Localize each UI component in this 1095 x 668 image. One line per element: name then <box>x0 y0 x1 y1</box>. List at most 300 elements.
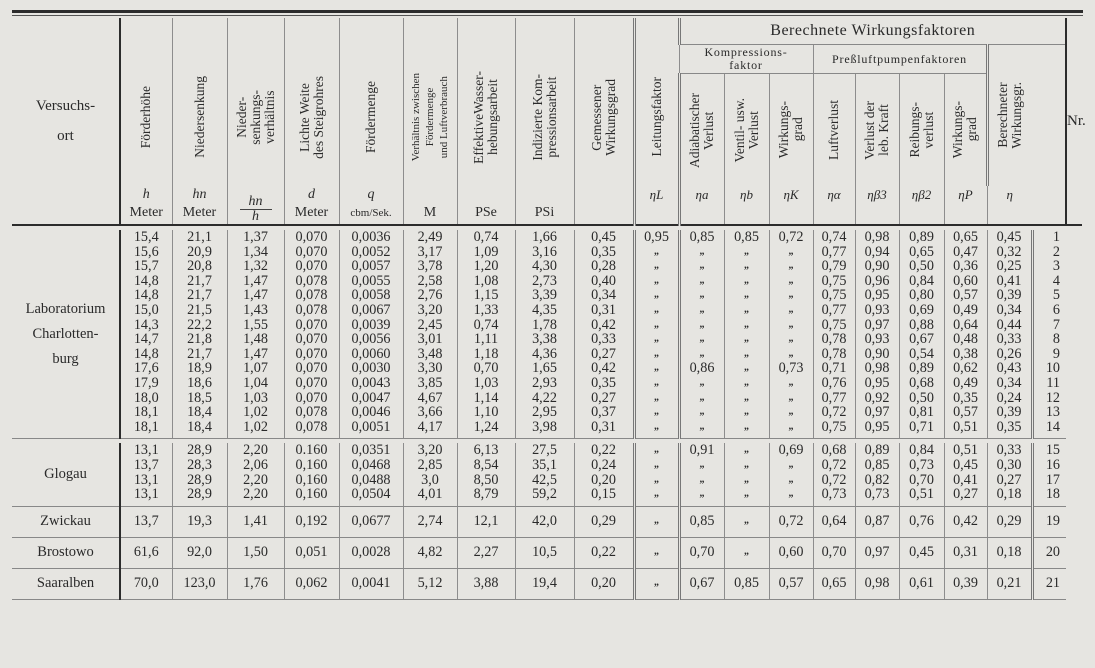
table-row <box>12 420 1082 435</box>
table-row <box>12 405 1082 420</box>
cell-col-11: „ <box>679 318 724 333</box>
cell-col-17: 0,49 <box>944 303 987 318</box>
cell-col-16: 0,71 <box>899 420 944 435</box>
cell-col-11: „ <box>679 259 724 274</box>
cell-col-2: 21,7 <box>172 274 227 289</box>
cell-col-6: 2,85 <box>403 458 457 473</box>
cell-col-2: 22,2 <box>172 318 227 333</box>
cell-col-11: 0,85 <box>679 506 724 537</box>
cell-col-8: 10,5 <box>515 537 574 568</box>
header-col-label: Adiabatischer Verlust <box>687 92 716 168</box>
cell-col-19: 5 <box>1032 288 1066 303</box>
cell-col-5: 0,0057 <box>339 259 403 274</box>
cell-col-18: 0,34 <box>987 303 1032 318</box>
cell-col-1: 17,6 <box>120 361 172 376</box>
cell-col-19: 12 <box>1032 391 1066 406</box>
header-unit-17 <box>944 186 987 225</box>
cell-col-11: „ <box>679 347 724 362</box>
cell-col-14: 0,72 <box>813 473 855 488</box>
cell-col-14: 0,75 <box>813 288 855 303</box>
cell-col-14: 0,77 <box>813 303 855 318</box>
cell-col-16: 0,89 <box>899 361 944 376</box>
cell-col-1: 14,8 <box>120 288 172 303</box>
cell-col-9: 0,28 <box>574 259 634 274</box>
cell-col-12: „ <box>724 288 769 303</box>
header-col-17 <box>944 74 987 187</box>
cell-col-4: 0,078 <box>284 405 339 420</box>
header-col-7 <box>457 18 515 186</box>
cell-col-12: „ <box>724 361 769 376</box>
cell-col-18: 0,43 <box>987 361 1032 376</box>
cell-col-15: 0,87 <box>855 506 899 537</box>
table-row <box>12 391 1082 406</box>
cell-col-16: 0,76 <box>899 506 944 537</box>
site-name: Glogau <box>12 443 120 506</box>
cell-col-3: 1,48 <box>227 332 284 347</box>
cell-col-1: 13,7 <box>120 506 172 537</box>
cell-col-15: 0,96 <box>855 274 899 289</box>
cell-col-1: 18,1 <box>120 405 172 420</box>
table-row <box>12 506 1082 537</box>
header-col-label: Lichte Weite des Steigrohres <box>296 75 326 159</box>
cell-col-13: 0,72 <box>769 506 813 537</box>
table-row <box>12 361 1082 376</box>
header-unit <box>988 206 1033 224</box>
cell-col-12: „ <box>724 405 769 420</box>
cell-col-8: 2,93 <box>515 376 574 391</box>
cell-col-16: 0,68 <box>899 376 944 391</box>
cell-col-8: 27,5 <box>515 443 574 458</box>
phi-den: h <box>252 209 259 224</box>
cell-col-11: „ <box>679 288 724 303</box>
cell-col-18: 0,39 <box>987 405 1032 420</box>
cell-col-10: „ <box>634 506 679 537</box>
cell-col-4: 0,070 <box>284 391 339 406</box>
cell-col-15: 0,95 <box>855 376 899 391</box>
cell-col-17: 0,64 <box>944 318 987 333</box>
cell-col-18: 0,18 <box>987 537 1032 568</box>
cell-col-5: 0,0058 <box>339 288 403 303</box>
cell-col-10: „ <box>634 259 679 274</box>
cell-col-1: 14,8 <box>120 274 172 289</box>
cell-col-11: „ <box>679 303 724 318</box>
cell-col-7: 1,08 <box>457 274 515 289</box>
cell-col-7: 1,03 <box>457 376 515 391</box>
cell-col-10: „ <box>634 303 679 318</box>
cell-col-19: 3 <box>1032 259 1066 274</box>
cell-col-16: 0,50 <box>899 391 944 406</box>
cell-col-7: 2,27 <box>457 537 515 568</box>
cell-col-11: „ <box>679 420 724 435</box>
cell-col-9: 0,27 <box>574 347 634 362</box>
cell-col-7: 1,09 <box>457 245 515 260</box>
cell-col-17: 0,47 <box>944 245 987 260</box>
cell-col-16: 0,54 <box>899 347 944 362</box>
header-symbol: ηa <box>695 187 709 202</box>
cell-col-12: „ <box>724 318 769 333</box>
table-header <box>12 18 1086 225</box>
header-unit-11 <box>679 186 724 225</box>
header-col-10 <box>634 18 679 186</box>
header-unit: M <box>423 205 437 220</box>
cell-col-10: „ <box>634 245 679 260</box>
cell-col-14: 0,73 <box>813 487 855 502</box>
cell-col-3: 2,20 <box>227 487 284 502</box>
cell-col-19: 2 <box>1032 245 1066 260</box>
header-unit-12 <box>724 186 769 225</box>
cell-col-14: 0,74 <box>813 230 855 245</box>
header-col-label: Verlust der leb. Kraft <box>862 100 891 160</box>
cell-col-6: 3,48 <box>403 347 457 362</box>
header-unit <box>575 206 633 224</box>
cell-col-14: 0,79 <box>813 259 855 274</box>
cell-col-9: 0,31 <box>574 420 634 435</box>
header-unit <box>681 206 724 224</box>
header-col-label: Nieder- senkungs- verhältnis <box>233 89 277 145</box>
cell-col-2: 21,8 <box>172 332 227 347</box>
cell-col-12: 0,85 <box>724 568 769 599</box>
cell-col-11: „ <box>679 274 724 289</box>
header-col-6 <box>403 18 457 186</box>
cell-col-16: 0,61 <box>899 568 944 599</box>
cell-col-1: 14,8 <box>120 347 172 362</box>
cell-col-15: 0,85 <box>855 458 899 473</box>
cell-col-6: 4,01 <box>403 487 457 502</box>
header-col-label: Wirkungs- grad <box>776 101 805 159</box>
cell-col-13: „ <box>769 347 813 362</box>
cell-col-5: 0,0468 <box>339 458 403 473</box>
site-name: Zwickau <box>12 506 120 537</box>
header-unit: PSe <box>475 205 497 220</box>
cell-col-6: 2,45 <box>403 318 457 333</box>
cell-col-16: 0,50 <box>899 259 944 274</box>
cell-col-11: „ <box>679 332 724 347</box>
cell-col-7: 0,74 <box>457 318 515 333</box>
cell-col-19: 11 <box>1032 376 1066 391</box>
cell-col-15: 0,97 <box>855 318 899 333</box>
cell-col-16: 0,89 <box>899 230 944 245</box>
cell-col-10: „ <box>634 458 679 473</box>
cell-col-18: 0,26 <box>987 347 1032 362</box>
header-unit: cbm/Sek. <box>350 207 392 219</box>
header-col-label: Gemessener Wirkungsgrad <box>588 78 618 156</box>
cell-col-6: 3,78 <box>403 259 457 274</box>
header-unit-15 <box>855 186 899 225</box>
cell-col-2: 21,7 <box>172 347 227 362</box>
cell-col-13: „ <box>769 420 813 435</box>
cell-col-4: 0,070 <box>284 230 339 245</box>
cell-col-15: 0,95 <box>855 288 899 303</box>
cell-col-7: 1,14 <box>457 391 515 406</box>
cell-col-18: 0,30 <box>987 458 1032 473</box>
table-body <box>12 225 1082 599</box>
table-row <box>12 274 1082 289</box>
cell-col-8: 3,39 <box>515 288 574 303</box>
cell-col-16: 0,69 <box>899 303 944 318</box>
cell-col-3: 1,07 <box>227 361 284 376</box>
cell-col-7: 8,54 <box>457 458 515 473</box>
cell-col-12: „ <box>724 347 769 362</box>
cell-col-15: 0,89 <box>855 443 899 458</box>
cell-col-15: 0,93 <box>855 303 899 318</box>
cell-col-5: 0,0041 <box>339 568 403 599</box>
cell-col-4: 0,070 <box>284 318 339 333</box>
header-unit <box>725 206 769 224</box>
top-rule <box>12 10 1083 13</box>
cell-col-6: 2,76 <box>403 288 457 303</box>
cell-col-5: 0,0351 <box>339 443 403 458</box>
cell-col-19: 4 <box>1032 274 1066 289</box>
cell-col-18: 0,25 <box>987 259 1032 274</box>
cell-col-15: 0,82 <box>855 473 899 488</box>
header-col-8 <box>515 18 574 186</box>
header-unit <box>856 206 899 224</box>
cell-col-2: 28,3 <box>172 458 227 473</box>
cell-col-12: „ <box>724 245 769 260</box>
cell-col-19: 19 <box>1032 506 1066 537</box>
cell-col-5: 0,0488 <box>339 473 403 488</box>
header-col-label: Indizierte Kom- pressionsarbeit <box>529 73 559 161</box>
cell-col-8: 2,73 <box>515 274 574 289</box>
cell-col-14: 0,78 <box>813 332 855 347</box>
cell-col-5: 0,0056 <box>339 332 403 347</box>
cell-col-3: 1,02 <box>227 420 284 435</box>
cell-col-8: 35,1 <box>515 458 574 473</box>
cell-col-8: 1,66 <box>515 230 574 245</box>
header-symbol: d <box>308 187 315 202</box>
cell-col-13: 0,73 <box>769 361 813 376</box>
cell-col-16: 0,67 <box>899 332 944 347</box>
header-col-11 <box>679 74 724 187</box>
header-col-label: Ventil- usw. Verlust <box>731 97 761 163</box>
table-row <box>12 230 1082 245</box>
cell-col-8: 3,16 <box>515 245 574 260</box>
cell-col-7: 6,13 <box>457 443 515 458</box>
header-unit-5 <box>339 186 403 225</box>
cell-col-5: 0,0052 <box>339 245 403 260</box>
header-unit <box>636 206 678 224</box>
cell-col-1: 13,1 <box>120 473 172 488</box>
cell-col-9: 0,35 <box>574 376 634 391</box>
cell-col-14: 0,77 <box>813 245 855 260</box>
header-symbol: ηβ3 <box>867 187 887 202</box>
cell-col-5: 0,0036 <box>339 230 403 245</box>
cell-col-8: 59,2 <box>515 487 574 502</box>
cell-col-5: 0,0051 <box>339 420 403 435</box>
cell-col-13: „ <box>769 274 813 289</box>
cell-col-7: 1,11 <box>457 332 515 347</box>
header-unit-13 <box>769 186 813 225</box>
header-unit-9 <box>574 186 634 225</box>
cell-col-4: 0,078 <box>284 288 339 303</box>
cell-col-11: 0,67 <box>679 568 724 599</box>
cell-col-11: „ <box>679 405 724 420</box>
cell-col-1: 70,0 <box>120 568 172 599</box>
cell-col-4: 0,160 <box>284 473 339 488</box>
cell-col-18: 0,18 <box>987 487 1032 502</box>
table-row <box>12 537 1082 568</box>
cell-col-19: 8 <box>1032 332 1066 347</box>
cell-col-16: 0,51 <box>899 487 944 502</box>
cell-col-5: 0,0046 <box>339 405 403 420</box>
header-col-5 <box>339 18 403 186</box>
cell-col-5: 0,0043 <box>339 376 403 391</box>
cell-col-3: 1,55 <box>227 318 284 333</box>
cell-col-6: 2,58 <box>403 274 457 289</box>
cell-col-12: „ <box>724 332 769 347</box>
header-col-18 <box>987 45 1032 187</box>
cell-col-14: 0,76 <box>813 376 855 391</box>
table-row <box>12 487 1082 502</box>
cell-col-9: 0,42 <box>574 361 634 376</box>
cell-col-19: 9 <box>1032 347 1066 362</box>
header-symbol: ηP <box>958 187 973 202</box>
cell-col-9: 0,29 <box>574 506 634 537</box>
header-symbol: ηb <box>740 187 753 202</box>
cell-col-1: 18,0 <box>120 391 172 406</box>
cell-col-7: 0,74 <box>457 230 515 245</box>
cell-col-6: 3,85 <box>403 376 457 391</box>
cell-col-3: 1,32 <box>227 259 284 274</box>
cell-col-7: 1,33 <box>457 303 515 318</box>
cell-col-1: 17,9 <box>120 376 172 391</box>
cell-col-10: „ <box>634 332 679 347</box>
cell-col-8: 4,36 <box>515 347 574 362</box>
header-symbol: q <box>367 187 375 202</box>
cell-col-3: 2,20 <box>227 443 284 458</box>
cell-col-13: 0,72 <box>769 230 813 245</box>
cell-col-4: 0,062 <box>284 568 339 599</box>
header-col-label: Verhältnis zwischen Fördermenge und Luftverbrauch <box>410 72 450 162</box>
cell-col-11: 0,70 <box>679 537 724 568</box>
cell-col-15: 0,95 <box>855 420 899 435</box>
cell-col-10: „ <box>634 487 679 502</box>
cell-col-4: 0,160 <box>284 487 339 502</box>
cell-col-8: 3,98 <box>515 420 574 435</box>
cell-col-17: 0,49 <box>944 376 987 391</box>
cell-col-6: 2,49 <box>403 230 457 245</box>
cell-col-10: „ <box>634 568 679 599</box>
cell-col-13: „ <box>769 303 813 318</box>
cell-col-6: 3,20 <box>403 443 457 458</box>
cell-col-1: 15,0 <box>120 303 172 318</box>
cell-col-17: 0,51 <box>944 420 987 435</box>
cell-col-3: 1,34 <box>227 245 284 260</box>
cell-col-19: 14 <box>1032 420 1066 435</box>
cell-col-14: 0,75 <box>813 420 855 435</box>
cell-col-16: 0,81 <box>899 405 944 420</box>
cell-col-2: 92,0 <box>172 537 227 568</box>
header-col-4 <box>284 18 339 186</box>
cell-col-9: 0,45 <box>574 230 634 245</box>
table-row <box>12 332 1082 347</box>
cell-col-17: 0,42 <box>944 506 987 537</box>
header-col-13 <box>769 74 813 187</box>
cell-col-15: 0,98 <box>855 361 899 376</box>
cell-col-18: 0,32 <box>987 245 1032 260</box>
header-unit-2 <box>172 186 227 225</box>
table-row <box>12 318 1082 333</box>
cell-col-17: 0,31 <box>944 537 987 568</box>
header-col-3 <box>227 18 284 186</box>
cell-col-9: 0,37 <box>574 405 634 420</box>
cell-col-11: „ <box>679 487 724 502</box>
cell-col-13: „ <box>769 376 813 391</box>
header-unit-18 <box>987 186 1032 225</box>
header-unit: Meter <box>294 205 329 220</box>
cell-col-2: 18,9 <box>172 361 227 376</box>
cell-col-3: 1,47 <box>227 347 284 362</box>
cell-col-11: „ <box>679 391 724 406</box>
cell-col-10: „ <box>634 274 679 289</box>
cell-col-7: 1,10 <box>457 405 515 420</box>
cell-col-2: 18,5 <box>172 391 227 406</box>
cell-col-5: 0,0060 <box>339 347 403 362</box>
cell-col-3: 1,76 <box>227 568 284 599</box>
cell-col-15: 0,93 <box>855 332 899 347</box>
cell-col-7: 3,88 <box>457 568 515 599</box>
cell-col-3: 1,37 <box>227 230 284 245</box>
cell-col-4: 0,070 <box>284 376 339 391</box>
cell-col-15: 0,92 <box>855 391 899 406</box>
cell-col-17: 0,62 <box>944 361 987 376</box>
cell-col-1: 61,6 <box>120 537 172 568</box>
cell-col-19: 18 <box>1032 487 1066 502</box>
cell-col-3: 1,47 <box>227 274 284 289</box>
cell-col-6: 4,82 <box>403 537 457 568</box>
cell-col-17: 0,27 <box>944 487 987 502</box>
cell-col-14: 0,78 <box>813 347 855 362</box>
cell-col-18: 0,33 <box>987 332 1032 347</box>
cell-col-13: „ <box>769 405 813 420</box>
header-col-label: Wirkungs- grad <box>950 101 979 159</box>
header-col-label: Berechneter Wirkungsgr. <box>995 82 1025 149</box>
table-row <box>12 443 1082 458</box>
cell-col-15: 0,98 <box>855 568 899 599</box>
cell-col-6: 4,67 <box>403 391 457 406</box>
table-row <box>12 376 1082 391</box>
cell-col-16: 0,84 <box>899 274 944 289</box>
cell-col-5: 0,0047 <box>339 391 403 406</box>
header-nr: Nr. <box>1066 18 1082 225</box>
cell-col-10: „ <box>634 473 679 488</box>
cell-col-4: 0.160 <box>284 443 339 458</box>
cell-col-10: „ <box>634 376 679 391</box>
cell-col-2: 18,4 <box>172 420 227 435</box>
header-unit <box>900 206 944 224</box>
cell-col-5: 0,0504 <box>339 487 403 502</box>
cell-col-13: 0,69 <box>769 443 813 458</box>
cell-col-9: 0,20 <box>574 473 634 488</box>
cell-col-5: 0,0067 <box>339 303 403 318</box>
header-symbol: h <box>142 187 150 202</box>
cell-col-3: 1,43 <box>227 303 284 318</box>
cell-col-8: 4,30 <box>515 259 574 274</box>
cell-col-15: 0,73 <box>855 487 899 502</box>
header-berechnete: Berechnete Wirkungsfaktoren <box>679 18 1066 45</box>
cell-col-7: 12,1 <box>457 506 515 537</box>
header-col-9 <box>574 18 634 186</box>
cell-col-9: 0,24 <box>574 458 634 473</box>
header-unit-1 <box>120 186 172 225</box>
cell-col-9: 0,15 <box>574 487 634 502</box>
cell-col-2: 28,9 <box>172 443 227 458</box>
cell-col-16: 0,88 <box>899 318 944 333</box>
header-unit-16 <box>899 186 944 225</box>
cell-col-9: 0,22 <box>574 443 634 458</box>
cell-col-9: 0,35 <box>574 245 634 260</box>
cell-col-4: 0,160 <box>284 458 339 473</box>
